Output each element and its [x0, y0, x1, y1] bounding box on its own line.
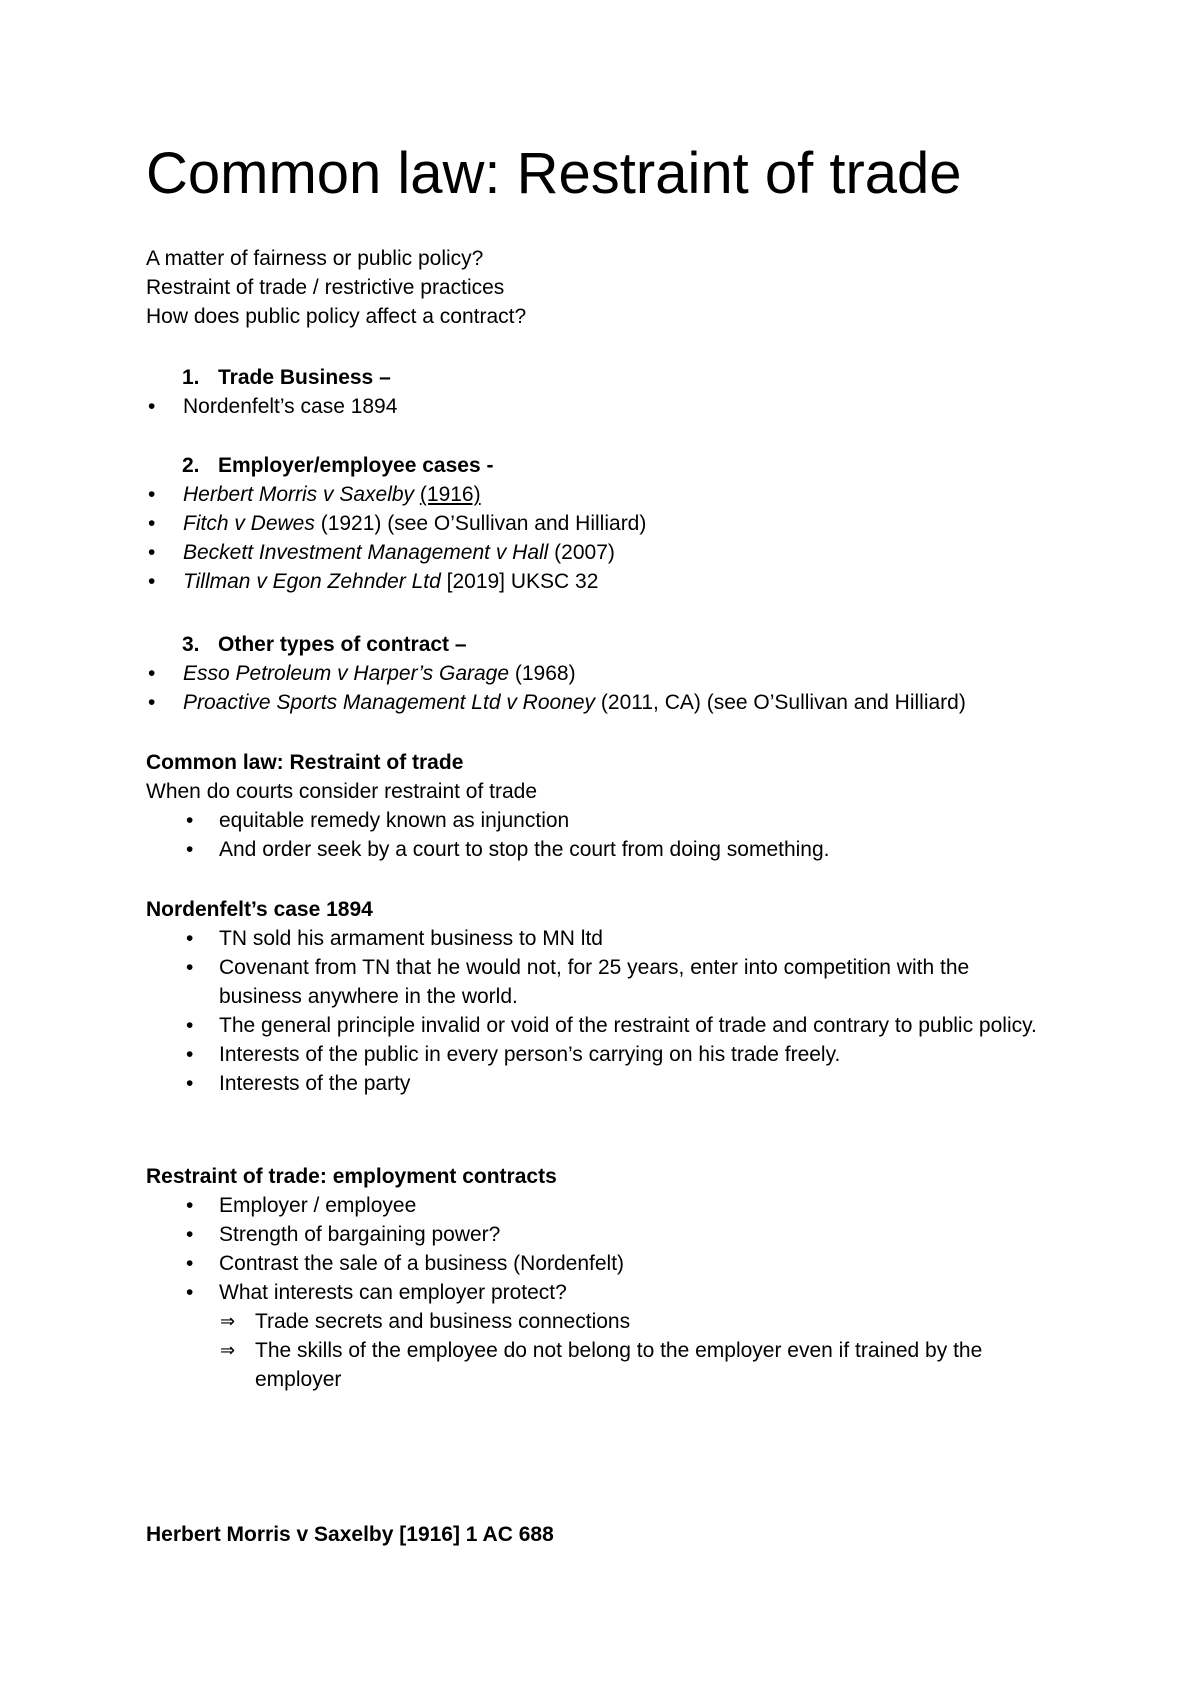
list-item: [146, 659, 1056, 688]
list-item: • And order seek by a court to stop the court from doing something.: [146, 835, 1056, 864]
courts-section: [146, 748, 1056, 864]
case-name: Proactive Sports Management Ltd v Rooney: [183, 691, 596, 714]
sub-list-item: ⇒ The skills of the employee do not belong to the employer even if trained by the employer: [146, 1336, 1056, 1394]
list-item: [146, 688, 1056, 717]
intro-block: [146, 244, 1056, 331]
section1-list: [146, 392, 1056, 421]
section-number: 2.: [182, 454, 200, 477]
case-name: Beckett Investment Management v Hall: [183, 541, 549, 564]
final-section: [146, 1520, 1056, 1549]
section3-list: [146, 659, 1056, 717]
intro-line: How does public policy affect a contract?: [146, 305, 527, 328]
section-number: 3.: [182, 633, 200, 656]
list-item: • Strength of bargaining power?: [146, 1220, 1056, 1249]
section-heading-employer-employee: [182, 451, 493, 480]
section-heading-employment: Restraint of trade: employment contracts: [146, 1165, 557, 1188]
section2-list: [146, 480, 1056, 596]
list-item: • TN sold his armament business to MN ltd: [146, 924, 1056, 953]
case-name: Tillman v Egon Zehnder Ltd: [183, 570, 441, 593]
list-item: • Interests of the public in every person’s carrying on his trade freely.: [146, 1040, 1056, 1069]
case-name: Esso Petroleum v Harper’s Garage: [183, 662, 510, 685]
list-item: • Covenant from TN that he would not, for 25 years, enter into competition with the business anywhere in the world.: [146, 953, 1056, 1011]
nordenfelt-section: [146, 895, 1056, 1098]
list-item: • Employer / employee: [146, 1191, 1056, 1220]
list-item: • What interests can employer protect?: [146, 1278, 1056, 1307]
sub-list-item: ⇒ Trade secrets and business connections: [146, 1307, 1056, 1336]
section-heading-herbert-morris: Herbert Morris v Saxelby [1916] 1 AC 688: [146, 1523, 554, 1546]
case-citation: [2019] UKSC 32: [440, 570, 599, 593]
list-item: • Interests of the party: [146, 1069, 1056, 1098]
employment-section: [146, 1162, 1056, 1394]
case-citation: (2007): [548, 541, 615, 564]
page-title: Common law: Restraint of trade: [146, 141, 962, 206]
intro-line: Restraint of trade / restrictive practices: [146, 276, 505, 299]
case-citation: (1968): [509, 662, 576, 685]
list-item: [146, 509, 1056, 538]
intro-line: A matter of fairness or public policy?: [146, 247, 484, 270]
case-name: Fitch v Dewes: [183, 512, 315, 535]
case-citation: (2011, CA) (see O’Sullivan and Hilliard): [595, 691, 966, 714]
list-item: • equitable remedy known as injunction: [146, 806, 1056, 835]
section-heading-text: Trade Business –: [218, 366, 391, 389]
section-heading-nordenfelt: Nordenfelt’s case 1894: [146, 898, 373, 921]
section-heading-courts: Common law: Restraint of trade: [146, 751, 464, 774]
list-item: [146, 567, 1056, 596]
section-heading-text: Employer/employee cases -: [218, 454, 494, 477]
list-item: [146, 538, 1056, 567]
list-item: [146, 480, 1056, 509]
list-item: • Nordenfelt’s case 1894: [146, 392, 1056, 421]
section-heading-trade-business: [182, 363, 391, 392]
case-name: Herbert Morris v Saxelby: [183, 483, 415, 506]
case-year: (1916): [419, 483, 481, 506]
list-item: • The general principle invalid or void of the restraint of trade and contrary to public policy.: [146, 1011, 1056, 1040]
section-heading-text: Other types of contract –: [218, 633, 467, 656]
list-item: • Contrast the sale of a business (Nordenfelt): [146, 1249, 1056, 1278]
section-number: 1.: [182, 366, 200, 389]
case-citation: (1921) (see O’Sullivan and Hilliard): [314, 512, 647, 535]
section-heading-other-contracts: [182, 630, 467, 659]
section-subheading: When do courts consider restraint of trade: [146, 780, 538, 803]
